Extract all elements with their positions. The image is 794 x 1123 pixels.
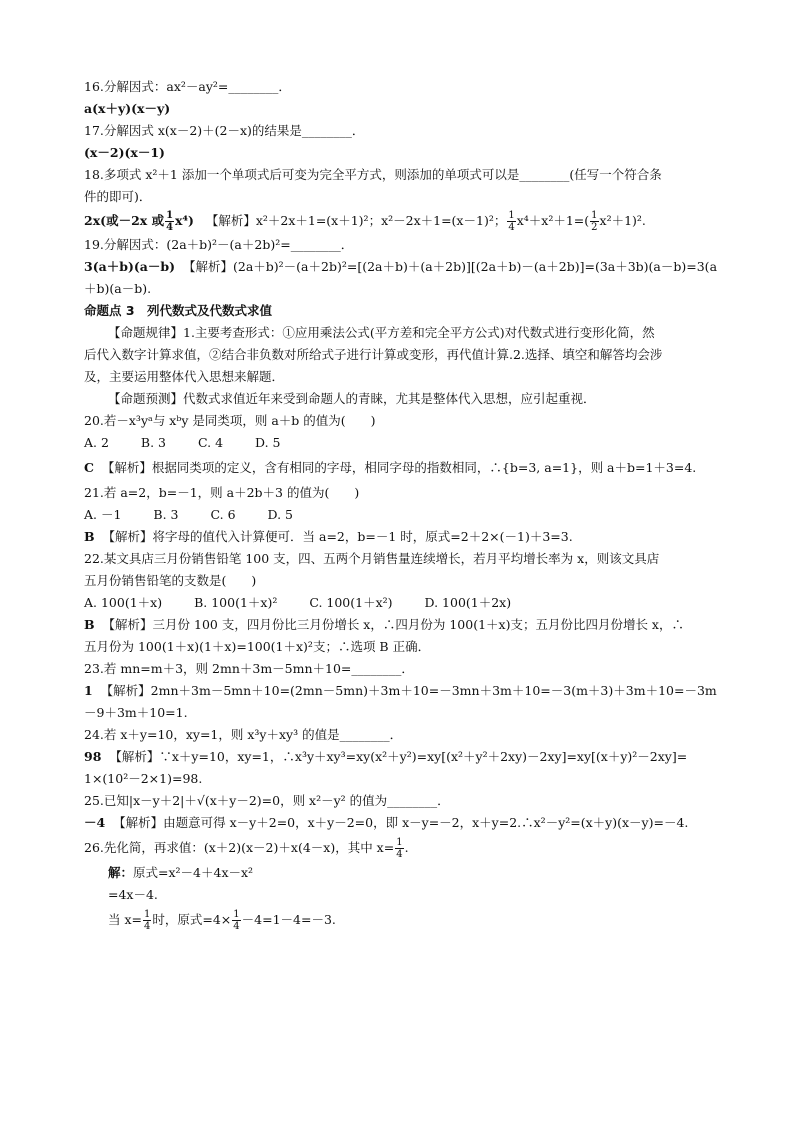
q19-answer-solution bbox=[84, 256, 724, 278]
q24-solution-line1: 【解析】∵x＋y=10，xy=1，∴x³y＋xy³=xy(x²＋y²)=xy[(x²＋y²＋2xy)－2xy]=xy[(x＋y)²－2xy]= bbox=[109, 749, 688, 764]
q23-answer-solution bbox=[84, 680, 724, 702]
q21-option-a: A. －1 bbox=[84, 507, 122, 522]
q20-options bbox=[84, 432, 724, 454]
q24-question: 24.若 x＋y=10，xy=1，则 x³y＋xy³ 的值是________． bbox=[84, 727, 403, 742]
q20-answer-solution bbox=[84, 454, 724, 482]
q18-solution-fraction-1: $\frac{1}{4}$ bbox=[508, 210, 515, 233]
q25-solution: 【解析】由题意可得 x－y＋2=0，x＋y－2=0，即 x－y=－2，x＋y=2.∴x²－y²=(x＋y)(x－y)=－4. bbox=[113, 815, 689, 830]
q18-question-line1: 18.多项式 x²＋1 添加一个单项式后可变为完全平方式，则添加的单项式可以是________(任写一个符合条 bbox=[84, 167, 662, 182]
q21-answer: B bbox=[84, 529, 95, 544]
q16-question: 16.分解因式：ax²－ay²=________． bbox=[84, 79, 291, 94]
q20-option-d: D. 5 bbox=[255, 435, 281, 450]
q26-step3-pre: 当 x= bbox=[108, 912, 142, 927]
q18-solution-mid: x⁴＋x²＋1=( bbox=[516, 213, 590, 228]
q20-solution: 【解析】根据同类项的定义，含有相同的字母，相同字母的指数相同，∴{b=3, a=1}，则 a＋b=1＋3=4. bbox=[101, 460, 697, 475]
section-rule-line2: 后代入数字计算求值，②结合非负数对所给式子进行计算或变形，再代值计算.2.选择、填空和解答均会涉 bbox=[84, 347, 663, 362]
q23-solution-line2: －9＋3m＋10=1. bbox=[84, 705, 188, 720]
q22-option-c: C. 100(1＋x²) bbox=[309, 595, 393, 610]
q18-solution-fraction-2: $\frac{1}{2}$ bbox=[591, 210, 598, 233]
section-rule-line3: 及，主要运用整体代入思想来解题． bbox=[84, 369, 285, 384]
q17-question: 17.分解因式 x(x－2)＋(2－x)的结果是________． bbox=[84, 123, 365, 138]
document-page bbox=[84, 76, 724, 934]
q18-solution-pre: 【解析】x²＋2x＋1=(x＋1)²；x²－2x＋1=(x－1)²； bbox=[205, 213, 507, 228]
q17-answer: (x－2)(x－1) bbox=[84, 145, 165, 160]
q26-question bbox=[84, 834, 724, 862]
q22-options bbox=[84, 592, 724, 614]
q26-step2: =4x－4. bbox=[108, 887, 158, 902]
q21-solution: 【解析】将字母的值代入计算便可．当 a=2，b=－1 时，原式=2＋2×(－1)＋3=3. bbox=[102, 529, 573, 544]
q26-step3-mid: 时，原式=4× bbox=[152, 912, 232, 927]
q18-answer-post: x⁴) bbox=[175, 213, 194, 228]
q19-answer: 3(a＋b)(a－b) bbox=[84, 259, 176, 274]
q23-answer: 1 bbox=[84, 683, 93, 698]
q26-question-post: . bbox=[404, 840, 409, 855]
q18-answer-fraction: $\frac{1}{4}$ bbox=[166, 210, 174, 233]
q24-solution-line2: 1×(10²－2×1)=98. bbox=[84, 771, 203, 786]
q20-option-b: B. 3 bbox=[140, 435, 167, 450]
q22-solution-line2: 五月份为 100(1＋x)(1＋x)=100(1＋x)²支；∴选项 B 正确． bbox=[84, 639, 431, 654]
q20-option-c: C. 4 bbox=[198, 435, 224, 450]
q22-option-a: A. 100(1＋x) bbox=[84, 595, 163, 610]
q24-answer: 98 bbox=[84, 749, 102, 764]
q26-step3 bbox=[84, 906, 724, 934]
q16-answer: a(x＋y)(x－y) bbox=[84, 101, 171, 116]
section-title: 命题点 3 列代数式及代数式求值 bbox=[84, 303, 273, 318]
q26-step1-text: 原式=x²－4＋4x－x² bbox=[133, 865, 254, 880]
q21-option-d: D. 5 bbox=[267, 507, 293, 522]
q23-solution-line1: 【解析】2mn＋3m－5mn＋10=(2mn－5mn)＋3m＋10=－3mn＋3m＋10=－3(m＋3)＋3m＋10=－3m bbox=[100, 683, 717, 698]
q26-solution-label: 解： bbox=[108, 865, 134, 880]
q26-step3-fraction-2: $\frac{1}{4}$ bbox=[233, 909, 240, 932]
q26-step1 bbox=[84, 862, 724, 884]
q21-option-c: C. 6 bbox=[210, 507, 236, 522]
q19-question: 19.分解因式：(2a＋b)²－(a＋2b)²=________． bbox=[84, 237, 354, 252]
q25-answer: －4 bbox=[84, 815, 106, 830]
q18-question-line2: 件的即可)． bbox=[84, 189, 152, 204]
q26-step3-post: －4=1－4=－3. bbox=[241, 912, 336, 927]
q23-question: 23.若 mn=m＋3，则 2mn＋3m－5mn＋10=________． bbox=[84, 661, 414, 676]
q26-question-pre: 26.先化简，再求值：(x＋2)(x－2)＋x(4－x)，其中 x= bbox=[84, 840, 395, 855]
q20-question: 20.若－x³yᵃ与 xᵇy 是同类项，则 a＋b 的值为( ) bbox=[84, 413, 376, 428]
section-predict: 【命题预测】代数式求值近年来受到命题人的青睐，尤其是整体代入思想，应引起重视． bbox=[108, 391, 596, 406]
q26-step3-fraction-1: $\frac{1}{4}$ bbox=[144, 909, 151, 932]
q22-question-line1: 22.某文具店三月份销售铅笔 100 支，四、五两个月销售量连续增长，若月平均增长率为 x，则该文具店 bbox=[84, 551, 660, 566]
q25-answer-solution bbox=[84, 812, 724, 834]
q20-answer: C bbox=[84, 460, 94, 475]
q18-answer-solution bbox=[84, 208, 724, 234]
q22-option-b: B. 100(1＋x)² bbox=[194, 595, 278, 610]
q24-answer-solution bbox=[84, 746, 724, 768]
q22-question-line2: 五月份销售铅笔的支数是( ) bbox=[84, 573, 257, 588]
q21-options bbox=[84, 504, 724, 526]
q22-answer-solution bbox=[84, 614, 724, 636]
q19-solution-line1: 【解析】(2a＋b)²－(a＋2b)²=[(2a＋b)＋(a＋2b)][(2a＋b)－(a＋2b)]=(3a＋3b)(a－b)=3(a bbox=[183, 259, 718, 274]
q21-question: 21.若 a=2，b=－1，则 a＋2b＋3 的值为( ) bbox=[84, 485, 360, 500]
q21-option-b: B. 3 bbox=[153, 507, 179, 522]
q25-question: 25.已知|x－y＋2|＋√(x＋y－2)=0，则 x²－y² 的值为________． bbox=[84, 793, 450, 808]
q18-answer-pre: 2x(或－2x 或 bbox=[84, 213, 165, 228]
q19-solution-line2: ＋b)(a－b). bbox=[84, 281, 152, 296]
q22-answer: B bbox=[84, 617, 95, 632]
q22-option-d: D. 100(1＋2x) bbox=[424, 595, 512, 610]
q26-question-fraction: $\frac{1}{4}$ bbox=[396, 837, 403, 860]
q18-solution-post: x²＋1)². bbox=[599, 213, 646, 228]
q21-answer-solution bbox=[84, 526, 724, 548]
q22-solution-line1: 【解析】三月份 100 支，四月份比三月份增长 x，∴四月份为 100(1＋x)支；五月份比四月份增长 x，∴ bbox=[102, 617, 684, 632]
q20-option-a: A. 2 bbox=[84, 435, 109, 450]
section-rule-line1: 【命题规律】1.主要考查形式：①应用乘法公式(平方差和完全平方公式)对代数式进行变形化简，然 bbox=[108, 325, 655, 340]
